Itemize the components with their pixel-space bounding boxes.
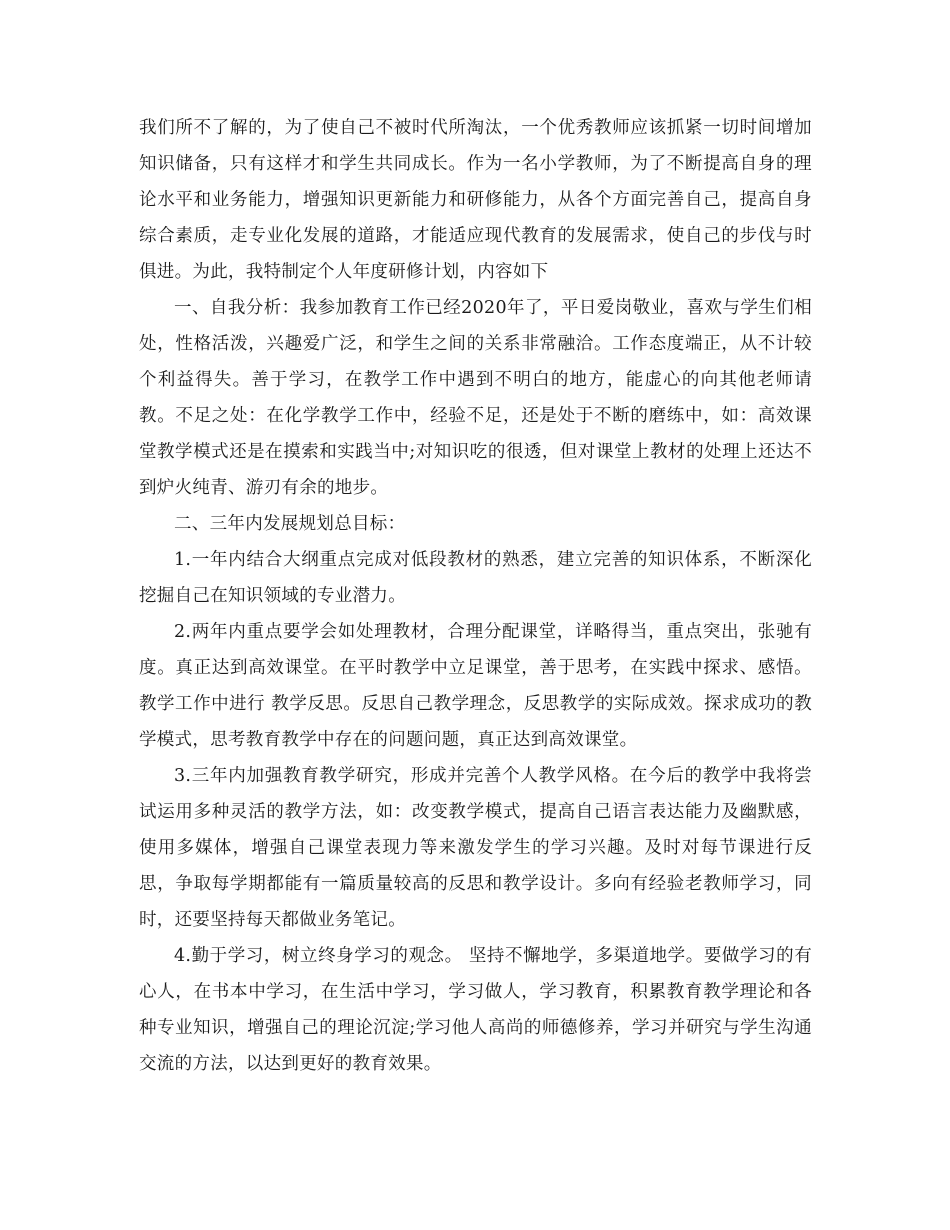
- paragraph-goal-1: 1.一年内结合大纲重点完成对低段教材的熟悉，建立完善的知识体系，不断深化挖掘自己在知识领域的专业潜力。: [139, 550, 812, 606]
- document-body: [139, 110, 812, 1082]
- paragraph-goal-3: 3.三年内加强教育教学研究，形成并完善个人教学风格。在今后的教学中我将尝试运用多种灵活的教学方法，如：改变教学模式，提高自己语言表达能力及幽默感，使用多媒体，增强自己课堂表现力等来激发学生的学习兴趣。及时对每节课进行反思，争取每学期都能有一篇质量较高的反思和教学设计。多向有经验老教师学习，同时，还要坚持每天都做业务笔记。: [139, 766, 812, 930]
- paragraph-self-analysis: 一、自我分析：我参加教育工作已经2020年了，平日爱岗敬业，喜欢与学生们相处，性格活泼，兴趣爱广泛，和学生之间的关系非常融洽。工作态度端正，从不计较个利益得失。善于学习，在教学工作中遇到不明白的地方，能虚心的向其他老师请教。不足之处：在化学教学工作中，经验不足，还是处于不断的磨练中，如：高效课堂教学模式还是在摸索和实践当中;对知识吃的很透，但对课堂上教材的处理上还达不到炉火纯青、游刃有余的地步。: [139, 298, 812, 498]
- paragraph-goal-4: 4.勤于学习，树立终身学习的观念。 坚持不懈地学，多渠道地学。要做学习的有心人，在书本中学习，在生活中学习，学习做人，学习教育，积累教育教学理论和各种专业知识，增强自己的理论沉淀;学习他人高尚的师德修养，学习并研究与学生沟通交流的方法，以达到更好的教育效果。: [139, 946, 812, 1074]
- paragraph-goals-heading: 二、三年内发展规划总目标：: [174, 514, 406, 534]
- paragraph-goal-2: 2.两年内重点要学会如处理教材，合理分配课堂，详略得当，重点突出，张驰有度。真正达到高效课堂。在平时教学中立足课堂，善于思考，在实践中探求、感悟。教学工作中进行 教学反思。反思自己教学理念，反思教学的实际成效。探求成功的教学模式，思考教育教学中存在的问题问题，真正达到高效课堂。: [139, 622, 812, 750]
- paragraph-intro: 我们所不了解的，为了使自己不被时代所淘汰，一个优秀教师应该抓紧一切时间增加知识储备，只有这样才和学生共同成长。作为一名小学教师，为了不断提高自身的理论水平和业务能力，增强知识更新能力和研修能力，从各个方面完善自己，提高自身综合素质，走专业化发展的道路，才能适应现代教育的发展需求，使自己的步伐与时俱进。为此，我特制定个人年度研修计划，内容如下: [139, 118, 812, 282]
